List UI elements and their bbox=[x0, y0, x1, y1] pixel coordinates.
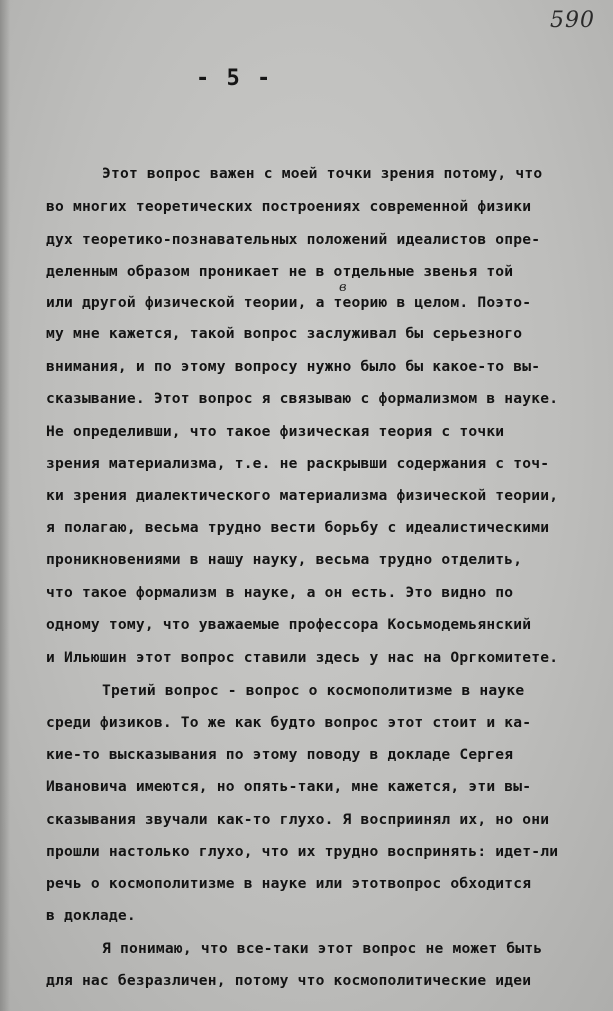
handwritten-insertion: в bbox=[339, 280, 347, 295]
scan-edge-shadow bbox=[0, 0, 10, 1011]
text-line-13: проникновениями в нашу науку, весьма трудно отделить, bbox=[46, 551, 523, 568]
text-line-10: зрения материализма, т.е. не раскрывши содержания с точ- bbox=[46, 455, 550, 472]
text-line-16: и Ильюшин этот вопрос ставили здесь у нас на Оргкомитете. bbox=[46, 649, 559, 666]
text-line-11: ки зрения диалектического материализма физической теории, bbox=[46, 487, 559, 504]
text-line-4: деленным образом проникает не в отдельные звенья той bbox=[46, 263, 514, 280]
text-line-6: му мне кажется, такой вопрос заслуживал бы серьезного bbox=[46, 325, 523, 342]
text-line-3: дух теоретико-познавательных положений идеалистов опре- bbox=[46, 231, 541, 248]
text-line-20: Ивановича имеются, но опять-таки, мне кажется, эти вы- bbox=[46, 778, 532, 795]
text-line-19: кие-то высказывания по этому поводу в докладе Сергея bbox=[46, 746, 514, 763]
text-line-21: сказывания звучали как-то глухо. Я восприинял их, но они bbox=[46, 811, 550, 828]
text-line-14: что такое формализм в науке, а он есть. Это видно по bbox=[46, 584, 514, 601]
archive-page-number: 590 bbox=[550, 8, 595, 33]
text-line-1: Этот вопрос важен с моей точки зрения потому, что bbox=[102, 165, 543, 182]
text-line-8: сказывание. Этот вопрос я связываю с формализмом в науке. bbox=[46, 390, 559, 407]
text-line-26: для нас безразличен, потому что космополитические идеи bbox=[46, 972, 532, 989]
text-line-5: или другой физической теории, а теорию в целом. Поэто- bbox=[46, 294, 532, 311]
text-line-7: внимания, и по этому вопросу нужно было бы какое-то вы- bbox=[46, 358, 541, 375]
text-line-12: я полагаю, весьма трудно вести борьбу с идеалистическими bbox=[46, 519, 550, 536]
text-line-17: Третий вопрос - вопрос о космополитизме в науке bbox=[102, 682, 525, 699]
text-line-18: среди физиков. То же как будто вопрос этот стоит и ка- bbox=[46, 714, 532, 731]
text-line-24: в докладе. bbox=[46, 907, 136, 924]
text-line-25: Я понимаю, что все-таки этот вопрос не может быть bbox=[102, 940, 543, 957]
text-line-23: речь о космополитизме в науке или этотвопрос обходится bbox=[46, 875, 532, 892]
page-number: - 5 - bbox=[196, 66, 273, 91]
text-line-2: во многих теоретических построениях современной физики bbox=[46, 198, 532, 215]
text-line-9: Не определивши, что такое физическая теория с точки bbox=[46, 423, 505, 440]
text-line-22: прошли настолько глухо, что их трудно воспринять: идет-ли bbox=[46, 843, 559, 860]
text-line-15: одному тому, что уважаемые профессора Косьмодемьянский bbox=[46, 616, 532, 633]
